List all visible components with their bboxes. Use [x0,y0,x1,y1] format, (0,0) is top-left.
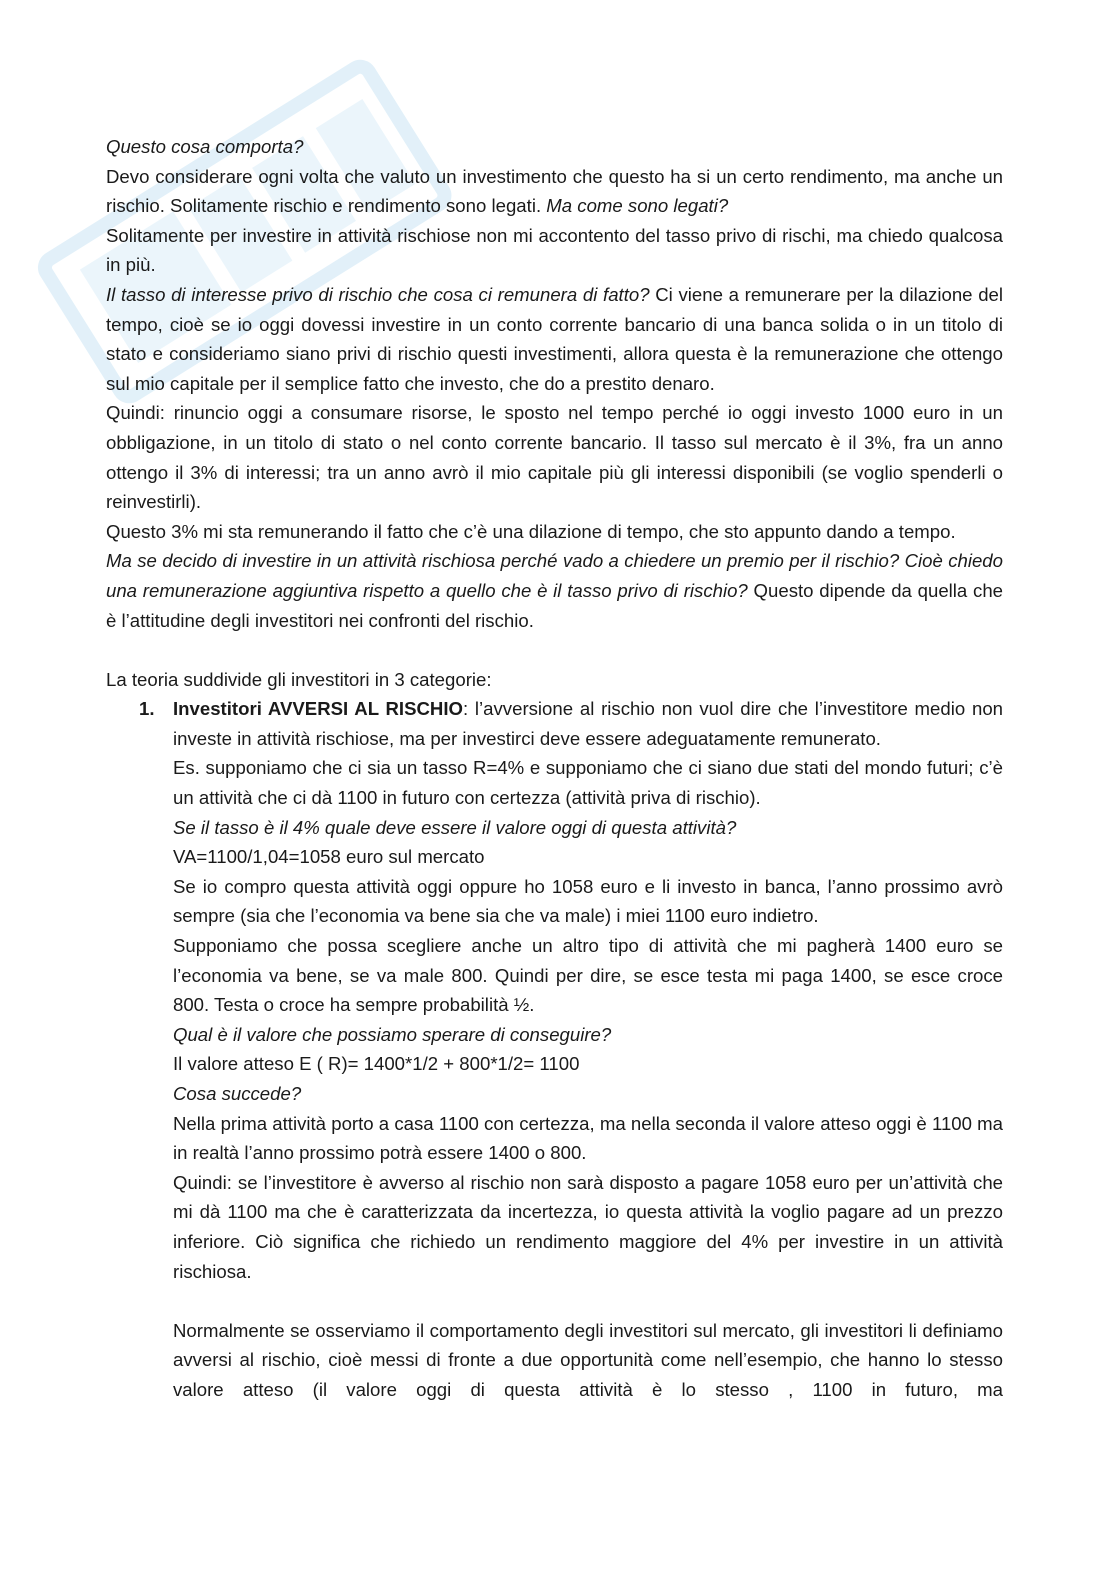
list-number: 1. [139,698,155,720]
italic-question: Qual è il valore che possiamo sperare di conseguire? [173,1023,612,1045]
example-6 [173,1020,1003,1050]
item-1-heading [173,694,1003,753]
investor-categories-list [106,694,1003,1404]
spacer [106,635,1003,665]
bold-title: Investitori AVVERSI AL RISCHIO [173,698,463,720]
example-10: Quindi: se l’investitore è avverso al rischio non sarà disposto a pagare 1058 euro per un’attività che mi dà 1100 ma che è caratterizzata da incertezza, io questa attività la voglio pagare ad un prezzo inferiore. Ciò significa che richiedo un rendimento maggiore del 4% per investire in un attività rischiosa. [173,1171,1003,1282]
text: Devo considerare ogni volta che valuto un investimento che questo ha si un certo rendimento, ma anche un rischio. Solitamente rischio e rendimento sono legati. [106,165,1003,217]
example-8 [173,1079,1003,1109]
spacer [173,1286,1003,1316]
paragraph-3 [106,280,1003,398]
example-11: Normalmente se osserviamo il comportamento degli investitori sul mercato, gli investitori li definiamo avversi al rischio, cioè messi di fronte a due opportunità come nell’esempio, che hanno lo stesso valore atteso (il valore oggi di questa attività è lo stesso , 1100 in futuro, ma [173,1319,1003,1400]
paragraph-4: Quindi: rinuncio oggi a consumare risorse, le sposto nel tempo perché io oggi investo 1000 euro in un obbligazione, in un titolo di stato o nel conto corrente bancario. Il tasso sul mercato è il 3%, fra un anno ottengo il 3% di interessi; tra un anno avrò il mio capitale più gli interessi disponibili (se voglio spenderli o reinvestirli). [106,402,1003,513]
italic-question: Ma se decido di investire in un attività rischiosa perché vado a chiedere un premio per il rischio? Cioè chiedo una remunerazione aggiuntiva rispetto a quello che è il tasso privo di rischio? [106,550,1003,601]
example-7: Il valore atteso E ( R)= 1400*1/2 + 800*1/2= 1100 [173,1053,580,1075]
document-page [106,132,1003,1405]
italic-question: Questo cosa comporta? [106,136,304,157]
paragraph-1 [106,162,1003,221]
italic-question: Il tasso di interesse privo di rischio che cosa ci remunera di fatto? [106,283,650,305]
example-5: Supponiamo che possa scegliere anche un altro tipo di attività che mi pagherà 1400 euro se l’economia va bene, se va male 800. Quindi per dire, se esce testa mi paga 1400, se esce croce 800. Testa o croce ha sempre probabilità ½. [173,935,1003,1016]
example-3: VA=1100/1,04=1058 euro sul mercato [173,846,485,868]
text: Questo dipende da quella che è l’attitudine degli investitori nei confronti del rischio. [106,579,1004,631]
italic-question: Se il tasso è il 4% quale deve essere il valore oggi di questa attività? [173,816,737,838]
example-4: Se io compro questa attività oggi oppure ho 1058 euro e li investo in banca, l’anno prossimo avrò sempre (sia che l’economia va bene sia che va male) i miei 1100 euro indietro. [173,875,1003,927]
example-2 [173,813,1003,843]
list-item [106,694,1003,1404]
text: : l’avversione al rischio non vuol dire che l’investitore medio non investe in attività rischiose, ma per investirci deve essere adeguatamente remunerato. [173,698,1003,749]
example-9: Nella prima attività porto a casa 1100 con certezza, ma nella seconda il valore atteso oggi è 1100 ma in realtà l’anno prossimo potrà essere 1400 o 800. [173,1112,1003,1164]
text: Ci viene a remunerare per la dilazione del tempo, cioè se io oggi dovessi investire in un conto corrente bancario di una banca solida o in un titolo di stato e consideriamo siano privi di rischio questi investimenti, allora questa è la remunerazione che ottengo sul mio capitale per il semplice fatto che investo, che do a prestito denaro. [106,283,1004,394]
italic-question: Cosa succede? [173,1083,302,1104]
paragraph-2: Solitamente per investire in attività rischiose non mi accontento del tasso privo di rischi, ma chiedo qualcosa in più. [106,224,1003,276]
italic-question: Ma come sono legati? [546,195,729,217]
paragraph-6 [106,546,1003,635]
paragraph-question-1 [106,132,1003,162]
paragraph-7: La teoria suddivide gli investitori in 3 categorie: [106,668,492,690]
example-1: Es. supponiamo che ci sia un tasso R=4% e supponiamo che ci siano due stati del mondo futuri; c’è un attività che ci dà 1100 in futuro con certezza (attività priva di rischio). [173,757,1003,809]
paragraph-5: Questo 3% mi sta remunerando il fatto che c’è una dilazione di tempo, che sto appunto dando a tempo. [106,520,956,542]
